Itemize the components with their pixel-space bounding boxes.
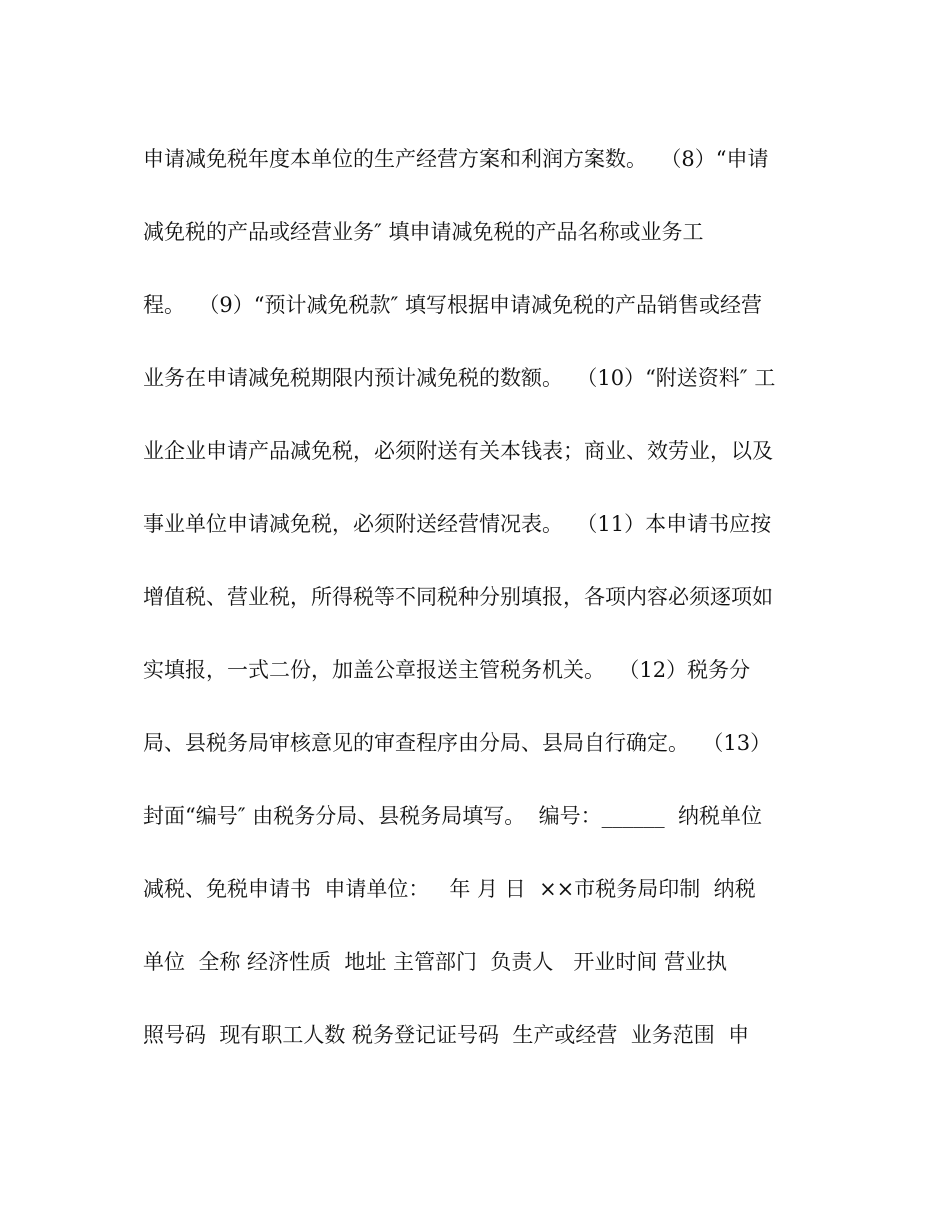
- text-line-2: 减免税的产品或经营业务″ 填申请减免税的产品名称或业务工: [143, 220, 704, 244]
- text-line-10: 封面“编号″ 由税务分局、县税务局填写。 编号：______ 纳税单位: [143, 804, 762, 828]
- text-line-12: 单位 全称 经济性质 地址 主管部门 负责人 开业时间 营业执: [143, 950, 728, 974]
- text-line-8: 实填报，一式二份，加盖公章报送主管税务机关。 （12）税务分: [143, 658, 751, 682]
- text-line-5: 业企业申请产品减免税，必须附送有关本钱表；商业、效劳业，以及: [143, 439, 773, 463]
- text-line-9: 局、县税务局审核意见的审查程序由分局、县局自行确定。 （13）: [143, 731, 772, 755]
- text-line-3: 程。 （9）“预计减免税款″ 填写根据申请减免税的产品销售或经营: [143, 293, 762, 317]
- body-text: [143, 136, 823, 1085]
- text-line-6: 事业单位申请减免税，必须附送经营情况表。 （11）本申请书应按: [143, 512, 772, 536]
- text-line-13: 照号码 现有职工人数 税务登记证号码 生产或经营 业务范围 申: [143, 1023, 750, 1047]
- text-line-7: 增值税、营业税，所得税等不同税种分别填报，各项内容必须逐项如: [143, 585, 773, 609]
- text-line-1: 申请减免税年度本单位的生产经营方案和利润方案数。 （8）“申请: [143, 147, 769, 171]
- text-line-4: 业务在申请减免税期限内预计减免税的数额。 （10）“附送资料″ 工: [143, 366, 776, 390]
- text-line-11: 减税、免税申请书 申请单位： 年 月 日 ××市税务局印制 纳税: [143, 877, 756, 901]
